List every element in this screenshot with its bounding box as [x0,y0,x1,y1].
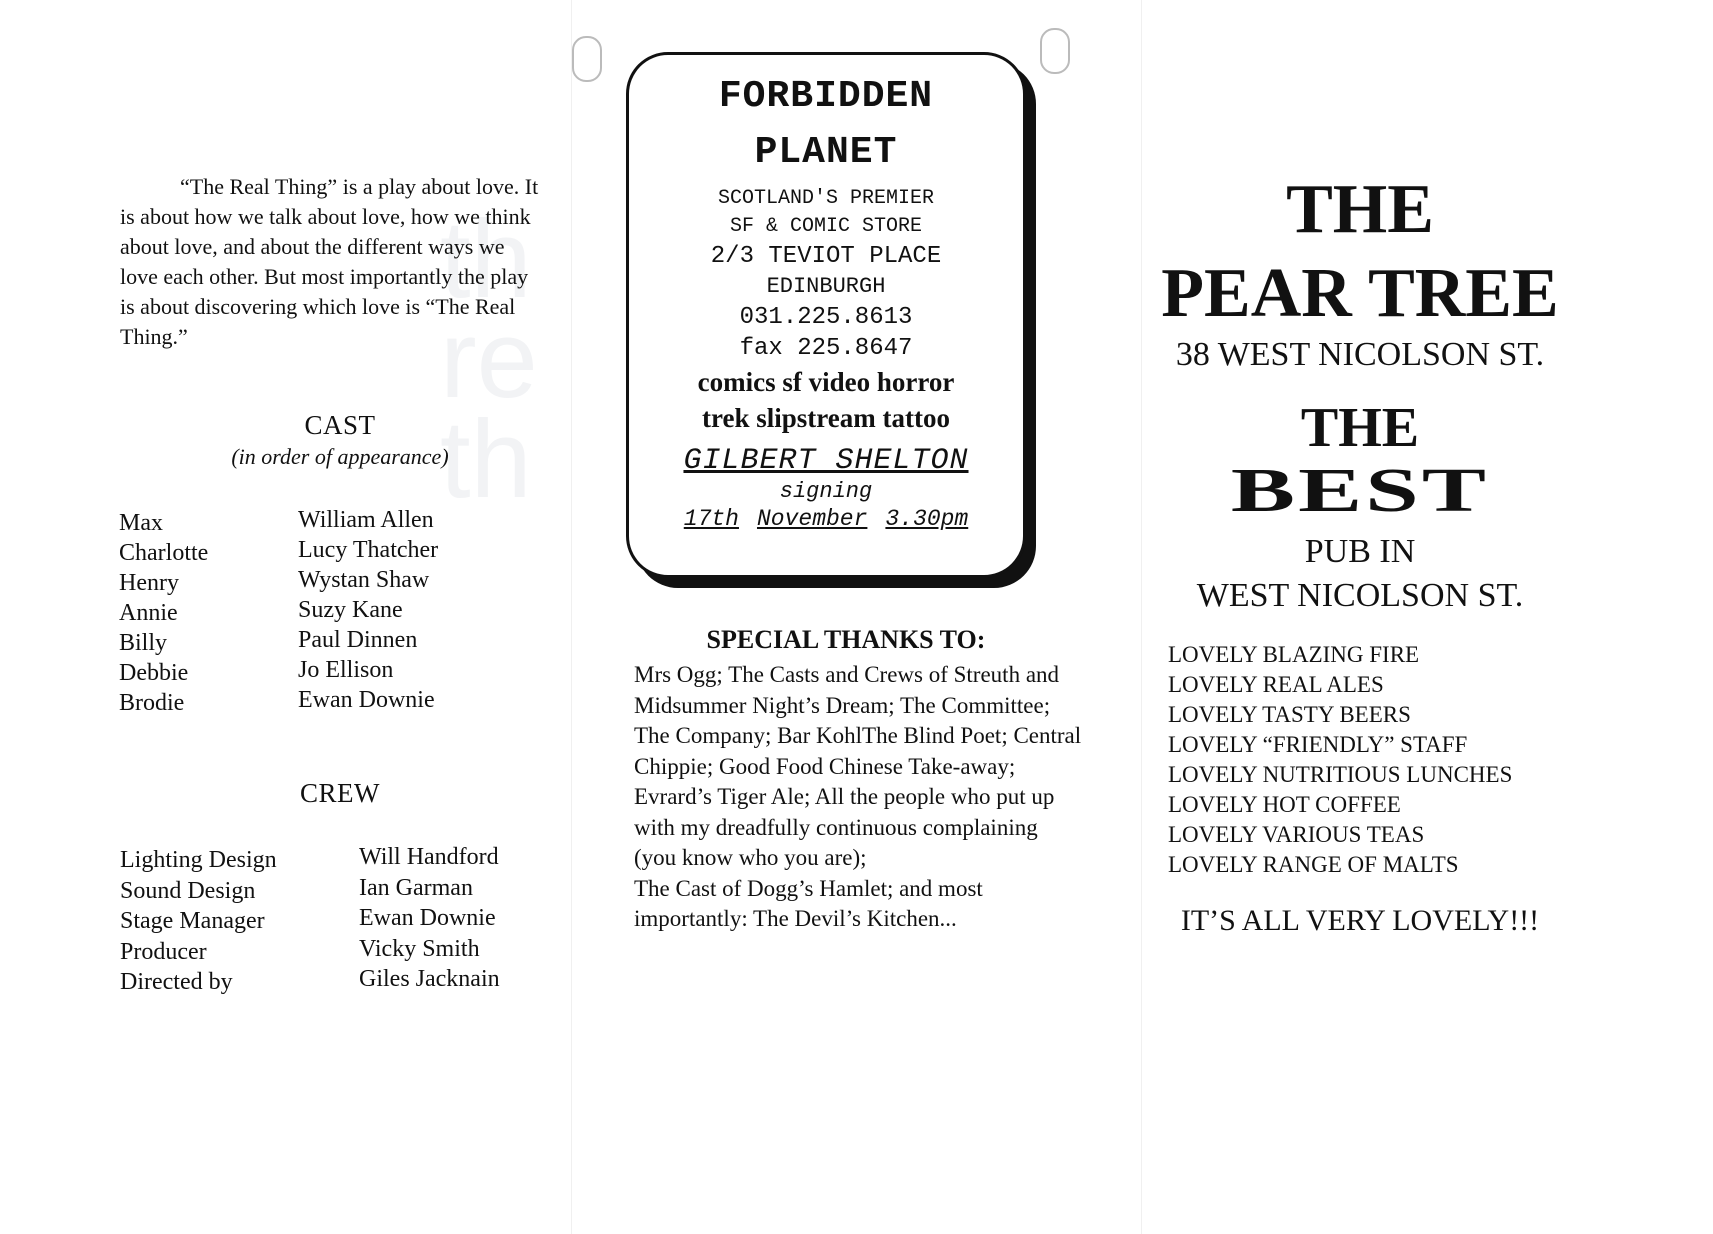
cast-actors [298,505,438,715]
ad-date-day: 17th [683,506,739,532]
crew-role: Sound Design [120,877,256,904]
ad-title-line2: PLANET [754,131,898,174]
punch-hole-left [572,36,602,82]
ad-fax: fax 225.8647 [739,335,913,362]
pub-in: PUB IN [1304,533,1416,570]
lovely-list [1168,640,1574,880]
cast-role: Debbie [119,660,189,686]
lovely-item: LOVELY HOT COFFEE [1168,792,1401,817]
ad-tagline-1: SCOTLAND'S PREMIER [717,187,935,210]
ad-phone: 031.225.8613 [739,304,913,331]
ad-guest-name: GILBERT SHELTON [683,444,969,478]
cast-actor: Jo Ellison [298,657,394,683]
special-thanks-body: Mrs Ogg; The Casts and Crews of Streuth and Midsummer Night’s Dream; The Committee; The Company; Bar KohlThe Blind Poet; Central Chippie; Good Food Chinese Take-away; Evrard’s Tiger Ale; All the people who put up with my dreadfully continuous complaining (you know who you are); [634,662,1082,870]
lovely-item: LOVELY RANGE OF MALTS [1168,852,1459,877]
crew-name: Vicky Smith [359,935,480,962]
cast-actor: Suzy Kane [298,597,403,623]
pub-street: WEST NICOLSON ST. [1196,577,1524,614]
crew-role: Stage Manager [120,908,265,934]
ad-tagline-2: SF & COMIC STORE [729,215,923,238]
pub-name-line1: THE [1286,171,1434,248]
crew-heading: CREW [300,778,380,808]
pub-best: BEST [1230,457,1490,525]
ad-genres-1: comics sf video horror [697,367,955,397]
cast-actor: Wystan Shaw [298,567,430,593]
crew-name: Will Handford [359,844,499,870]
pear-tree-ad [1146,168,1574,938]
cast-role: Billy [119,630,168,656]
cast-subheading: (in order of appearance) [231,444,449,469]
crew-name: Ewan Downie [359,905,496,931]
pub-address: 38 WEST NICOLSON ST. [1175,336,1545,373]
cast-actor: Ewan Downie [298,687,435,713]
lovely-item: LOVELY NUTRITIOUS LUNCHES [1168,762,1513,787]
forbidden-planet-ad [626,52,1026,578]
punch-hole-right [1040,28,1070,74]
lovely-item: LOVELY “FRIENDLY” STAFF [1168,732,1468,757]
ad-date-hour: 3.30pm [885,506,969,532]
cast-actor: William Allen [298,507,434,533]
ad-address-1: 2/3 TEVIOT PLACE [710,243,942,270]
ad-signing-label: signing [779,479,873,504]
cast-role: Brodie [119,690,185,716]
lovely-item: LOVELY BLAZING FIRE [1168,642,1420,667]
cast-role: Henry [119,570,179,596]
special-thanks-body-2: The Cast of Dogg’s Hamlet; and most importantly: The Devil’s Kitchen... [634,875,983,931]
crew-role: Directed by [120,969,233,995]
pub-closing-line: IT’S ALL VERY LOVELY!!! [1180,904,1540,937]
cast-actor: Paul Dinnen [298,627,418,653]
special-thanks-heading: SPECIAL THANKS TO: [706,625,986,654]
lovely-item: LOVELY VARIOUS TEAS [1168,822,1425,847]
cast-roles [119,508,208,718]
ad-date-time [629,506,1023,532]
show-through-text: th re th [440,210,538,521]
cast-heading: CAST [304,410,376,440]
cast-actor: Lucy Thatcher [298,537,439,563]
ad-title-line1: FORBIDDEN [718,75,934,118]
crew-role: Producer [120,938,207,965]
cast-role: Charlotte [119,540,209,566]
lovely-item: LOVELY TASTY BEERS [1168,702,1411,727]
crew-name: Ian Garman [359,874,473,901]
ad-date-month: November [756,506,868,532]
fold-line-right [1141,0,1142,1234]
play-intro: “The Real Thing” is a play about love. It is about how we talk about love, how we think about love, and about the different ways we love each other. But most importantly the play is about discovering which love is “The Real Thing.” [120,174,539,349]
crew-roles [120,845,277,998]
fold-line-left [571,0,572,1234]
crew-name: Giles Jacknain [359,966,500,992]
ad-genres-2: trek slipstream tattoo [702,403,950,433]
special-thanks-text [634,660,1084,935]
ad-address-2: EDINBURGH [766,274,886,299]
crew-names [359,842,500,995]
cast-role: Annie [119,600,178,626]
lovely-item: LOVELY REAL ALES [1168,672,1384,697]
crew-role: Lighting Design [120,847,277,873]
pub-name-line2: PEAR TREE [1161,255,1559,332]
cast-role: Max [119,510,163,536]
pub-the: THE [1300,397,1420,459]
